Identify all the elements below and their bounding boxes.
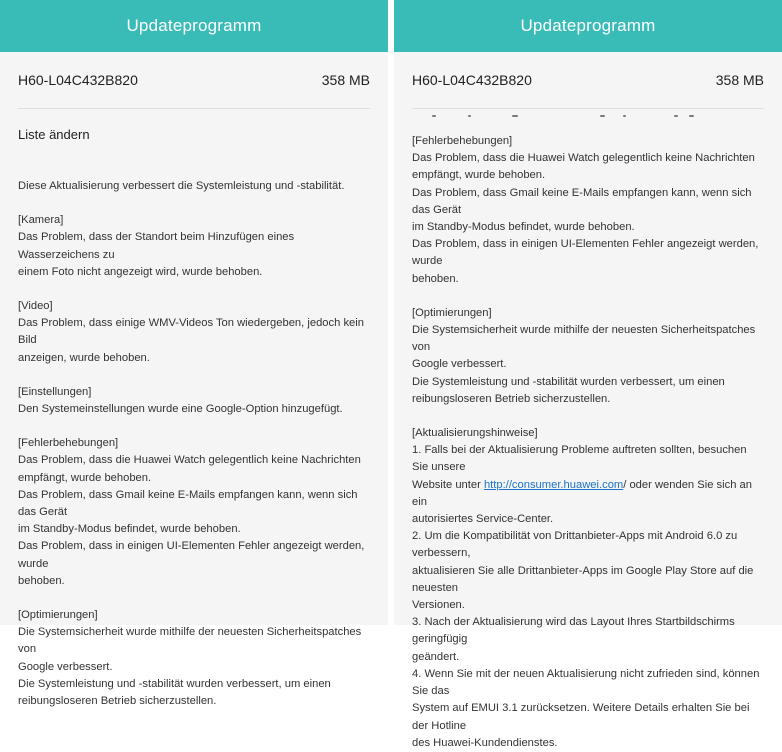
section-title: [Video] <box>18 300 53 313</box>
section-line: autorisiertes Service-Center. <box>412 513 554 526</box>
section-line: Das Problem, dass Gmail keine E-Mails empfangen kann, wenn sich das Gerät <box>18 488 358 519</box>
section-line: Das Problem, dass der Standort beim Hinzufügen eines Wasserzeichens zu <box>18 231 295 261</box>
section-line: 1. Falls bei der Aktualisierung Probleme auftreten sollten, besuchen Sie unsere <box>412 444 747 474</box>
section-line: reibungsloseren Betrieb sicherzustellen. <box>18 695 217 708</box>
section-line: empfängt, wurde behoben. <box>412 169 546 182</box>
section-settings <box>18 384 370 418</box>
section-title: [Aktualisierungshinweise] <box>412 427 538 440</box>
changelog[interactable] <box>394 133 782 752</box>
app-header <box>394 0 782 52</box>
change-list-link[interactable]: Liste ändern <box>18 127 90 142</box>
section-line: des Huawei-Kundendienstes. <box>412 736 558 749</box>
section-line: behoben. <box>412 272 459 285</box>
link-prefix-text: Website unter <box>412 478 484 491</box>
section-line: Das Problem, dass Gmail keine E-Mails empfangen kann, wenn sich das Gerät <box>412 186 752 216</box>
section-title: [Fehlerbehebungen] <box>18 437 119 450</box>
scrolled-text-cutoff <box>412 113 764 123</box>
section-line: behoben. <box>18 574 65 587</box>
section-title: [Kamera] <box>18 214 64 227</box>
intro-text: Diese Aktualisierung verbessert die Systemleistung und -stabilität. <box>18 180 345 192</box>
section-line: Das Problem, dass einige WMV-Videos Ton wiedergeben, jedoch kein Bild <box>18 317 364 347</box>
section-line: 4. Wenn Sie mit der neuen Aktualisierung nicht zufrieden sind, können Sie das <box>412 667 760 698</box>
section-line: Die Systemsicherheit wurde mithilfe der neuesten Sicherheitspatches von <box>18 626 362 656</box>
update-file-size: 358 MB <box>321 72 370 88</box>
section-line: Den Systemeinstellungen wurde eine Google-Option hinzugefügt. <box>18 403 343 416</box>
section-line: Das Problem, dass in einigen UI-Elementen Fehler angezeigt werden, wurde <box>18 540 365 570</box>
section-line <box>412 477 764 511</box>
app-title: Updateprogramm <box>520 16 656 35</box>
section-title: [Fehlerbehebungen] <box>412 135 513 147</box>
huawei-website-link[interactable]: http://consumer.huawei.com <box>483 478 624 491</box>
section-camera <box>18 212 370 281</box>
section-title: [Einstellungen] <box>18 385 92 398</box>
section-optimizations <box>18 607 370 710</box>
right-screen <box>394 0 782 749</box>
update-file-name: H60-L04C432B820 <box>18 72 138 88</box>
section-optimizations <box>412 305 764 408</box>
section-title: [Optimierungen] <box>18 609 98 622</box>
app-title: Updateprogramm <box>126 16 262 35</box>
section-line: 2. Um die Kompatibilität von Drittanbieter-Apps mit Android 6.0 zu verbessern, <box>412 530 738 560</box>
section-line: Google verbessert. <box>18 660 113 673</box>
section-line: im Standby-Modus befindet, wurde behoben. <box>18 523 241 536</box>
section-line: Google verbessert. <box>412 358 507 371</box>
section-line: System auf EMUI 3.1 zurücksetzen. Weitere Details erhalten Sie bei der Hotline <box>412 702 750 732</box>
update-file-row <box>18 52 370 109</box>
changelog <box>0 127 388 710</box>
section-line: Die Systemleistung und -stabilität wurden verbessert, um einen <box>412 375 725 388</box>
section-fixes <box>18 435 370 590</box>
section-line: empfängt, wurde behoben. <box>18 471 152 484</box>
link-suffix-text: / oder wenden Sie sich an ein <box>412 478 752 508</box>
section-video <box>18 298 370 367</box>
update-file-size: 358 MB <box>715 72 764 88</box>
section-line: anzeigen, wurde behoben. <box>18 351 150 364</box>
section-line: 3. Nach der Aktualisierung wird das Layout Ihres Startbildschirms geringfügig <box>412 616 735 646</box>
section-update-notes <box>412 425 764 752</box>
app-header <box>0 0 388 52</box>
section-line: reibungsloseren Betrieb sicherzustellen. <box>412 392 611 405</box>
section-line: Versionen. <box>412 599 465 612</box>
update-file-name: H60-L04C432B820 <box>412 72 532 88</box>
section-line: aktualisieren Sie alle Drittanbieter-Apps im Google Play Store auf die neuesten <box>412 564 754 594</box>
section-title: [Optimierungen] <box>412 306 492 319</box>
section-line: Das Problem, dass in einigen UI-Elementen Fehler angezeigt werden, wurde <box>412 238 759 268</box>
update-file-row <box>412 52 764 109</box>
section-line: Die Systemsicherheit wurde mithilfe der neuesten Sicherheitspatches von <box>412 324 756 354</box>
section-line: geändert. <box>412 650 460 663</box>
section-line: im Standby-Modus befindet, wurde behoben. <box>412 221 635 234</box>
section-line: Die Systemleistung und -stabilität wurden verbessert, um einen <box>18 677 331 690</box>
section-fixes <box>412 133 764 288</box>
section-line: Das Problem, dass die Huawei Watch gelegentlich keine Nachrichten <box>412 152 755 165</box>
section-line: Das Problem, dass die Huawei Watch gelegentlich keine Nachrichten <box>18 454 361 467</box>
left-screen <box>0 0 388 708</box>
section-line: einem Foto nicht angezeigt wird, wurde behoben. <box>18 265 263 278</box>
